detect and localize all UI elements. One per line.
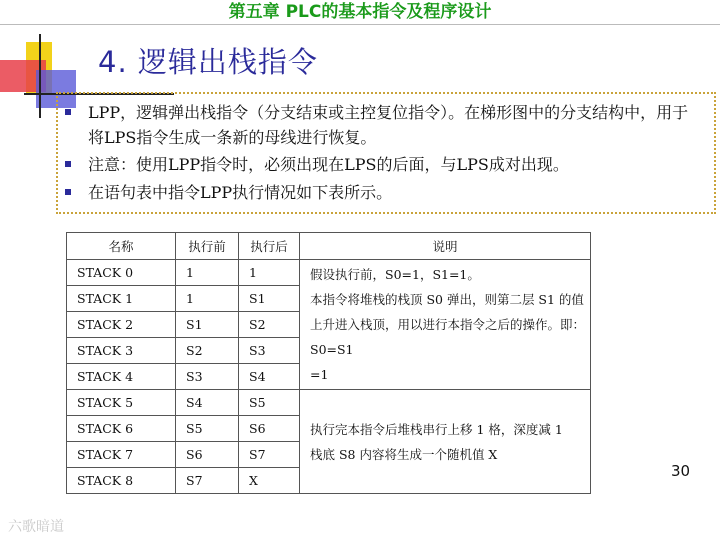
cell-after: S2 [239, 312, 300, 338]
cell-name: STACK 0 [67, 260, 176, 286]
bullet-marker-icon [65, 161, 71, 167]
cell-name: STACK 6 [67, 416, 176, 442]
cell-before: S6 [176, 442, 239, 468]
table-row [67, 260, 591, 286]
cell-description-top [300, 260, 591, 390]
cell-before: S4 [176, 390, 239, 416]
cell-after: S6 [239, 416, 300, 442]
cell-name: STACK 2 [67, 312, 176, 338]
description-line: 上升进入栈顶，用以进行本指令之后的操作。即： [310, 317, 586, 332]
cell-after: S1 [239, 286, 300, 312]
header-before: 执行前 [176, 233, 239, 260]
page-number: 30 [671, 462, 691, 480]
cell-name: STACK 8 [67, 468, 176, 494]
bullet-item [68, 180, 703, 205]
bullet-marker-icon [65, 189, 71, 195]
cell-before: S1 [176, 312, 239, 338]
chapter-title: 第五章 PLC的基本指令及程序设计 [0, 0, 720, 25]
stack-table [66, 232, 591, 494]
cell-before: 1 [176, 260, 239, 286]
cell-name: STACK 4 [67, 364, 176, 390]
description-line: 本指令将堆栈的栈顶 S0 弹出，则第二层 S1 的值 [310, 292, 584, 307]
bullet-box [56, 92, 716, 214]
header-name: 名称 [67, 233, 176, 260]
decor-vertical-line [39, 34, 41, 118]
description-line: =1 [310, 367, 329, 382]
cell-before: S3 [176, 364, 239, 390]
description-line: 假设执行前，S0=1，S1=1。 [310, 267, 480, 282]
cell-before: S7 [176, 468, 239, 494]
bullet-item [68, 152, 703, 177]
watermark: 六歌暗道 [8, 519, 64, 535]
cell-after: S3 [239, 338, 300, 364]
bullet-text: LPP，逻辑弹出栈指令（分支结束或主控复位指令）。在梯形图中的分支结构中，用于将LPS指令生成一条新的母线进行恢复。 [88, 103, 689, 147]
cell-after: S5 [239, 390, 300, 416]
description-line: 执行完本指令后堆栈串行上移 1 格，深度减 1 [310, 421, 563, 437]
cell-description-bottom [300, 390, 591, 494]
description-line: S0=S1 [310, 342, 354, 357]
bullet-text: 在语句表中指令LPP执行情况如下表所示。 [88, 183, 393, 202]
cell-name: STACK 7 [67, 442, 176, 468]
cell-after: S4 [239, 364, 300, 390]
slide-title: 4. 逻辑出栈指令 [98, 45, 318, 79]
header-description: 说明 [300, 233, 591, 260]
cell-name: STACK 5 [67, 390, 176, 416]
cell-before: S2 [176, 338, 239, 364]
cell-before: S5 [176, 416, 239, 442]
table-header-row [67, 233, 591, 260]
cell-after: 1 [239, 260, 300, 286]
description-line: 栈底 S8 内容将生成一个随机值 X [310, 446, 498, 462]
cell-after: S7 [239, 442, 300, 468]
bullet-marker-icon [65, 109, 71, 115]
cell-after: X [239, 468, 300, 494]
bullet-item [68, 100, 703, 150]
table-row [67, 390, 591, 416]
header-after: 执行后 [239, 233, 300, 260]
cell-name: STACK 3 [67, 338, 176, 364]
cell-name: STACK 1 [67, 286, 176, 312]
bullet-text: 注意：使用LPP指令时，必须出现在LPS的后面，与LPS成对出现。 [88, 155, 569, 174]
cell-before: 1 [176, 286, 239, 312]
